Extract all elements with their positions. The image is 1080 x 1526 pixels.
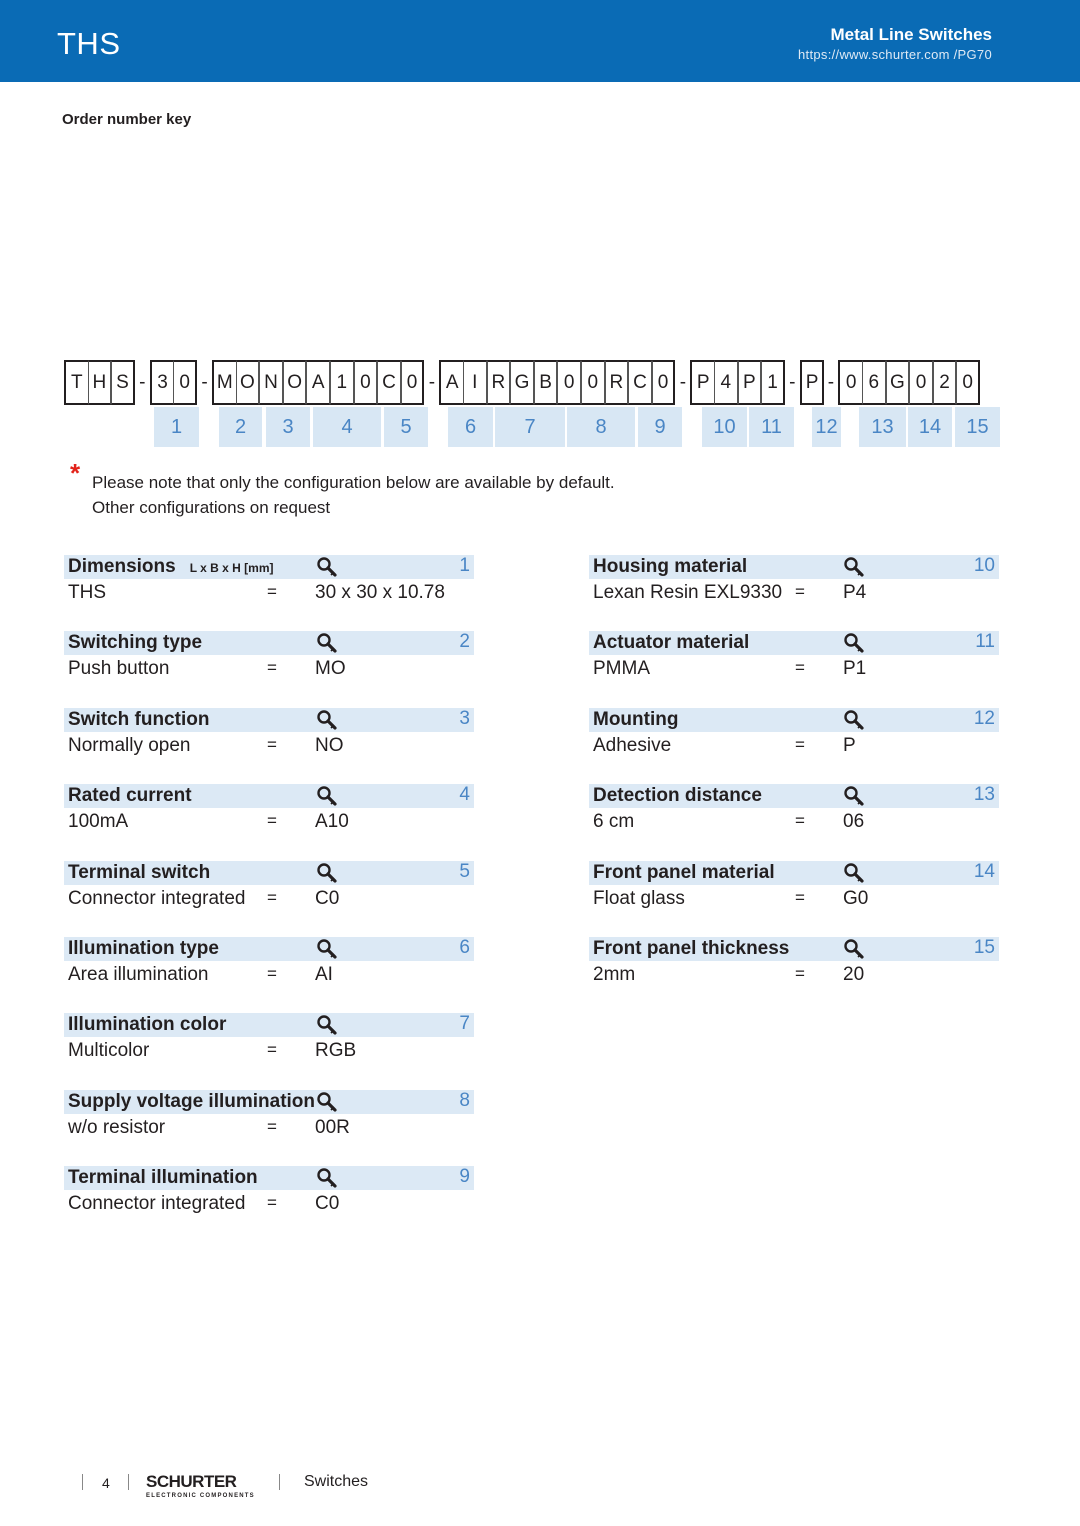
parameter-code: 20	[843, 964, 865, 985]
order-code-separator: -	[139, 371, 146, 393]
parameter-title-text: Switch function	[68, 708, 210, 730]
note-asterisk: *	[70, 458, 81, 488]
order-code-char: A	[306, 360, 330, 405]
parameter-title-text: Terminal illumination	[68, 1167, 258, 1189]
order-code-char: 1	[330, 360, 354, 405]
parameter-block	[64, 937, 474, 987]
parameter-block	[589, 861, 999, 911]
parameter-option: Connector integrated	[68, 887, 246, 909]
magnifier-icon	[316, 862, 338, 884]
order-code-char: 1	[761, 360, 785, 405]
position-number: 4	[313, 407, 381, 447]
parameter-code: RGB	[315, 1040, 357, 1062]
equals-sign: =	[795, 658, 805, 678]
availability-note	[92, 470, 615, 520]
position-number: 14	[908, 407, 952, 447]
parameter-index: 2	[459, 631, 470, 653]
parameter-title-text: Illumination color	[68, 1014, 227, 1036]
order-code-char: G	[510, 360, 534, 405]
parameter-code: MO	[315, 658, 346, 680]
position-number: 1	[154, 407, 199, 447]
order-code-char: 0	[909, 360, 933, 405]
parameter-option: w/o resistor	[68, 1116, 166, 1138]
order-code-char: 0	[354, 360, 378, 405]
parameter-option: PMMA	[593, 658, 650, 680]
parameter-title-text: Rated current	[68, 785, 192, 807]
order-code-char: S	[111, 360, 135, 405]
parameter-title	[593, 556, 747, 578]
magnifier-icon	[316, 556, 338, 578]
parameter-option: 2mm	[593, 964, 636, 985]
parameter-index: 11	[975, 631, 995, 653]
parameter-option: Area illumination	[68, 964, 209, 985]
order-code-char: P	[690, 360, 715, 405]
order-code-char: I	[463, 360, 487, 405]
parameter-block	[64, 861, 474, 911]
parameter-title-text: Front panel material	[593, 861, 775, 883]
note-line-2: Other configurations on request	[92, 498, 331, 517]
parameter-code: 06	[843, 811, 865, 833]
parameter-index: 7	[459, 1013, 470, 1035]
page-footer	[82, 1472, 482, 1502]
page-number: 4	[102, 1475, 110, 1491]
order-code-char: M	[212, 360, 237, 405]
equals-sign: =	[795, 887, 805, 907]
order-code-char: B	[534, 360, 558, 405]
parameter-index: 10	[973, 555, 995, 576]
parameter-title-text: Mounting	[593, 708, 679, 730]
order-code-separator: -	[428, 371, 436, 393]
parameter-title	[593, 862, 775, 884]
position-number: 7	[495, 407, 565, 447]
equals-sign: =	[267, 964, 277, 983]
order-code-char: N	[259, 360, 283, 405]
order-code-char: 4	[714, 360, 738, 405]
parameter-option: Lexan Resin EXL9330	[593, 582, 783, 603]
magnifier-icon	[316, 632, 338, 654]
parameter-option: Float glass	[593, 887, 685, 909]
product-name: THS	[57, 26, 121, 61]
parameter-block	[64, 631, 474, 681]
equals-sign: =	[267, 887, 277, 907]
footer-category: Switches	[304, 1473, 369, 1490]
parameter-code: G0	[843, 887, 869, 909]
parameter-code: 30 x 30 x 10.78	[315, 582, 445, 603]
parameter-title-text: Illumination type	[68, 938, 219, 959]
parameter-code: P4	[843, 582, 867, 603]
parameter-title	[68, 632, 202, 654]
parameter-index: 3	[459, 707, 470, 729]
order-code	[64, 360, 1004, 405]
parameter-block	[64, 1166, 474, 1216]
parameter-option: Normally open	[68, 734, 191, 756]
position-number: 2	[219, 407, 262, 447]
parameter-code: P1	[843, 658, 867, 680]
parameter-title-text: Terminal switch	[68, 861, 211, 883]
footer-separator	[279, 1474, 280, 1490]
magnifier-icon	[843, 785, 865, 807]
order-code-char: 2	[933, 360, 957, 405]
position-number: 9	[638, 407, 682, 447]
parameter-index: 1	[459, 555, 470, 576]
equals-sign: =	[267, 1116, 277, 1136]
equals-sign: =	[267, 811, 277, 831]
product-url[interactable]: https://www.schurter.com /PG70	[798, 47, 992, 62]
schurter-logo-tagline: ELECTRONIC COMPONENTS	[146, 1493, 255, 1499]
parameter-title-text: Housing material	[593, 556, 748, 577]
parameter-code: 00R	[315, 1116, 350, 1138]
position-number: 10	[702, 407, 747, 447]
order-code-char: R	[487, 360, 511, 405]
magnifier-icon	[316, 785, 338, 807]
parameter-title	[68, 862, 210, 884]
parameter-title	[68, 556, 274, 578]
parameter-index: 5	[459, 860, 470, 882]
parameter-option: 6 cm	[593, 811, 635, 833]
magnifier-icon	[843, 632, 865, 654]
parameter-title	[68, 785, 192, 807]
equals-sign: =	[267, 734, 277, 754]
order-code-char: 3	[150, 360, 175, 405]
position-number: 5	[384, 407, 428, 447]
order-code-char: C	[628, 360, 652, 405]
order-code-char: 0	[652, 360, 676, 405]
footer-separator	[82, 1474, 83, 1490]
parameter-option: Adhesive	[593, 734, 672, 756]
equals-sign: =	[267, 582, 277, 601]
parameter-block	[589, 708, 999, 758]
equals-sign: =	[795, 734, 805, 754]
order-code-separator: -	[827, 371, 835, 393]
parameter-block	[64, 555, 474, 605]
parameter-block	[589, 555, 999, 605]
order-code-char: 0	[557, 360, 581, 405]
magnifier-icon	[843, 556, 865, 578]
parameter-index: 14	[973, 860, 995, 882]
parameter-title-text: Actuator material	[593, 632, 750, 654]
magnifier-icon	[316, 1091, 338, 1113]
parameter-title	[593, 785, 762, 807]
equals-sign: =	[267, 658, 277, 678]
parameter-index: 15	[973, 937, 995, 958]
page-header	[0, 0, 1080, 82]
parameter-code: C0	[315, 887, 340, 909]
footer-separator	[128, 1474, 129, 1490]
magnifier-icon	[316, 1014, 338, 1036]
position-number: 8	[567, 407, 635, 447]
magnifier-icon	[316, 1167, 338, 1189]
parameter-index: 12	[973, 707, 995, 729]
parameter-index: 6	[459, 937, 470, 958]
parameter-title-text: Dimensions	[68, 556, 176, 577]
parameter-option: 100mA	[68, 811, 129, 833]
order-code-char: P	[800, 360, 825, 405]
parameter-title-text: Switching type	[68, 632, 203, 654]
equals-sign: =	[795, 964, 805, 983]
parameter-code: C0	[315, 1193, 340, 1215]
parameter-block	[589, 784, 999, 834]
position-number: 13	[859, 407, 906, 447]
parameter-block	[64, 708, 474, 758]
parameter-index: 13	[973, 784, 995, 806]
order-code-char: T	[64, 360, 89, 405]
parameter-title-text: Supply voltage illumination	[68, 1090, 316, 1112]
parameter-title	[68, 1014, 226, 1036]
order-code-char: H	[88, 360, 112, 405]
parameter-option: THS	[68, 582, 106, 603]
parameter-code: P	[843, 734, 856, 756]
order-code-char: A	[439, 360, 464, 405]
schurter-logo: SCHURTER	[146, 1472, 237, 1491]
parameter-block	[589, 631, 999, 681]
position-number: 12	[812, 407, 841, 447]
parameter-title	[68, 1091, 315, 1113]
order-code-char: 0	[581, 360, 605, 405]
parameter-option: Push button	[68, 658, 170, 680]
order-code-char: R	[605, 360, 629, 405]
parameter-index: 8	[459, 1089, 470, 1111]
order-code-separator: -	[679, 371, 687, 393]
parameter-index: 9	[459, 1166, 470, 1188]
parameter-title	[593, 632, 749, 654]
parameter-title	[593, 709, 678, 731]
parameter-title	[68, 709, 209, 731]
position-number: 15	[955, 407, 1000, 447]
magnifier-icon	[843, 938, 865, 960]
parameter-block	[64, 1013, 474, 1063]
order-code-char: 0	[838, 360, 863, 405]
order-code-char: C	[377, 360, 401, 405]
equals-sign: =	[795, 811, 805, 831]
parameter-option: Connector integrated	[68, 1193, 246, 1215]
parameter-block	[64, 784, 474, 834]
position-number: 6	[448, 407, 493, 447]
order-code-char: 6	[862, 360, 886, 405]
parameter-title	[68, 938, 219, 960]
order-code-char: P	[738, 360, 762, 405]
order-code-char: O	[283, 360, 307, 405]
magnifier-icon	[843, 862, 865, 884]
parameter-title	[593, 938, 789, 960]
equals-sign: =	[267, 1193, 277, 1213]
parameter-unit: L x B x H [mm]	[189, 561, 274, 575]
order-code-char: O	[236, 360, 260, 405]
parameter-code: NO	[315, 734, 344, 756]
product-line: Metal Line Switches	[830, 25, 992, 44]
order-code-separator: -	[201, 371, 208, 393]
note-line-1: Please note that only the configuration below are available by default.	[92, 473, 615, 492]
parameter-title	[68, 1167, 258, 1189]
parameter-option: Multicolor	[68, 1040, 150, 1062]
parameter-code: A10	[315, 811, 349, 833]
parameter-block	[589, 937, 999, 987]
parameter-code: AI	[315, 964, 333, 985]
equals-sign: =	[267, 1040, 277, 1060]
magnifier-icon	[316, 938, 338, 960]
parameter-title-text: Front panel thickness	[593, 938, 790, 959]
order-code-char: 0	[173, 360, 197, 405]
parameter-title-text: Detection distance	[593, 785, 762, 807]
magnifier-icon	[843, 709, 865, 731]
order-code-char: 0	[956, 360, 980, 405]
parameter-index: 4	[459, 784, 470, 806]
section-title: Order number key	[62, 111, 192, 128]
equals-sign: =	[795, 582, 805, 601]
order-code-separator: -	[789, 371, 796, 393]
parameter-block	[64, 1090, 474, 1140]
order-code-char: 0	[401, 360, 425, 405]
position-number: 11	[749, 407, 794, 447]
position-number: 3	[266, 407, 310, 447]
order-code-char: G	[886, 360, 910, 405]
magnifier-icon	[316, 709, 338, 731]
